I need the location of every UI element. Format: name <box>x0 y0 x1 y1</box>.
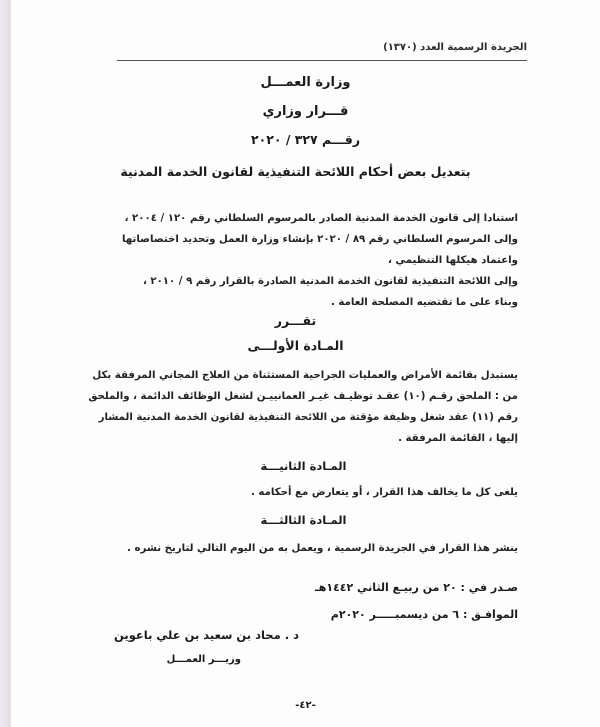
header-divider <box>117 60 527 61</box>
document-page <box>11 0 600 727</box>
decision-type: قـــرار وزاري <box>262 104 349 119</box>
viewer-left-edge <box>0 0 11 727</box>
article-2-body: يلغى كل ما يخالف هذا القرار ، أو يتعارض مع أحكامه . <box>251 487 518 498</box>
signer-name: د . محاد بن سعيد بن علي باعوين <box>114 628 299 642</box>
preamble-line: وإلى اللائحة التنفيذية لقانون الخدمة المدنية الصادرة بالقرار رقم ٩ / ٢٠١٠ ، <box>142 276 518 287</box>
decides-heading: تقـــرر <box>274 313 317 328</box>
preamble-line: وإلى المرسوم السلطاني رقم ٨٩ / ٢٠٢٠ بإنشاء وزارة العمل وتحديد اختصاصاتها واعتماد هيكلها التنظيمي ، <box>121 234 518 266</box>
issued-date-hijri: صـدر في : ٢٠ من ربيـع الثاني ١٤٤٢هـ <box>314 581 518 594</box>
preamble <box>88 208 518 313</box>
article-1-title: المـادة الأولـــى <box>247 338 344 353</box>
signer-title: وزيـــر العمـــل <box>166 654 241 665</box>
article-3-title: المـادة الثالثـــة <box>260 513 347 527</box>
decision-number: رقـــم ٣٢٧ / ٢٠٢٠ <box>250 132 361 147</box>
ministry-title: وزارة العمـــل <box>260 75 351 90</box>
preamble-line: وبناء على ما تقتضيه المصلحة العامة . <box>331 297 518 308</box>
issued-date-gregorian: الموافـق : ٦ من ديسمبـــــر ٢٠٢٠م <box>330 608 518 621</box>
article-2-title: المـادة الثانيـــة <box>260 459 347 473</box>
page-number: -٤٢- <box>295 700 316 711</box>
preamble-line: استنادا إلى قانون الخدمة المدنية الصادر بالمرسوم السلطاني رقم ١٢٠ / ٢٠٠٤ ، <box>124 213 518 224</box>
decision-subject: بتعديل بعض أحكام اللائحة التنفيذية لقانون الخدمة المدنية <box>120 164 471 179</box>
article-3-body: ينشر هذا القرار في الجريدة الرسمية ، ويعمل به من اليوم التالي لتاريخ نشره . <box>127 543 518 554</box>
article-1-body: يستبدل بقائمة الأمراض والعمليات الجراحية المستثناة من العلاج المجاني المرفقة بكل من : الملحق رقـم (١٠) عقـد توظيـف غيـر العمانييـن لشغل الوظائف الدائمة ، والملحق رقم (١١) عقد شغل وظيفة مؤقتة من اللائحة التنفيذية لقانون الخدمة المدنية المشار إليها ، القائمة المرفقة . <box>88 370 518 444</box>
gazette-header: الجريدة الرسمية العدد (١٣٧٠) <box>383 42 527 53</box>
